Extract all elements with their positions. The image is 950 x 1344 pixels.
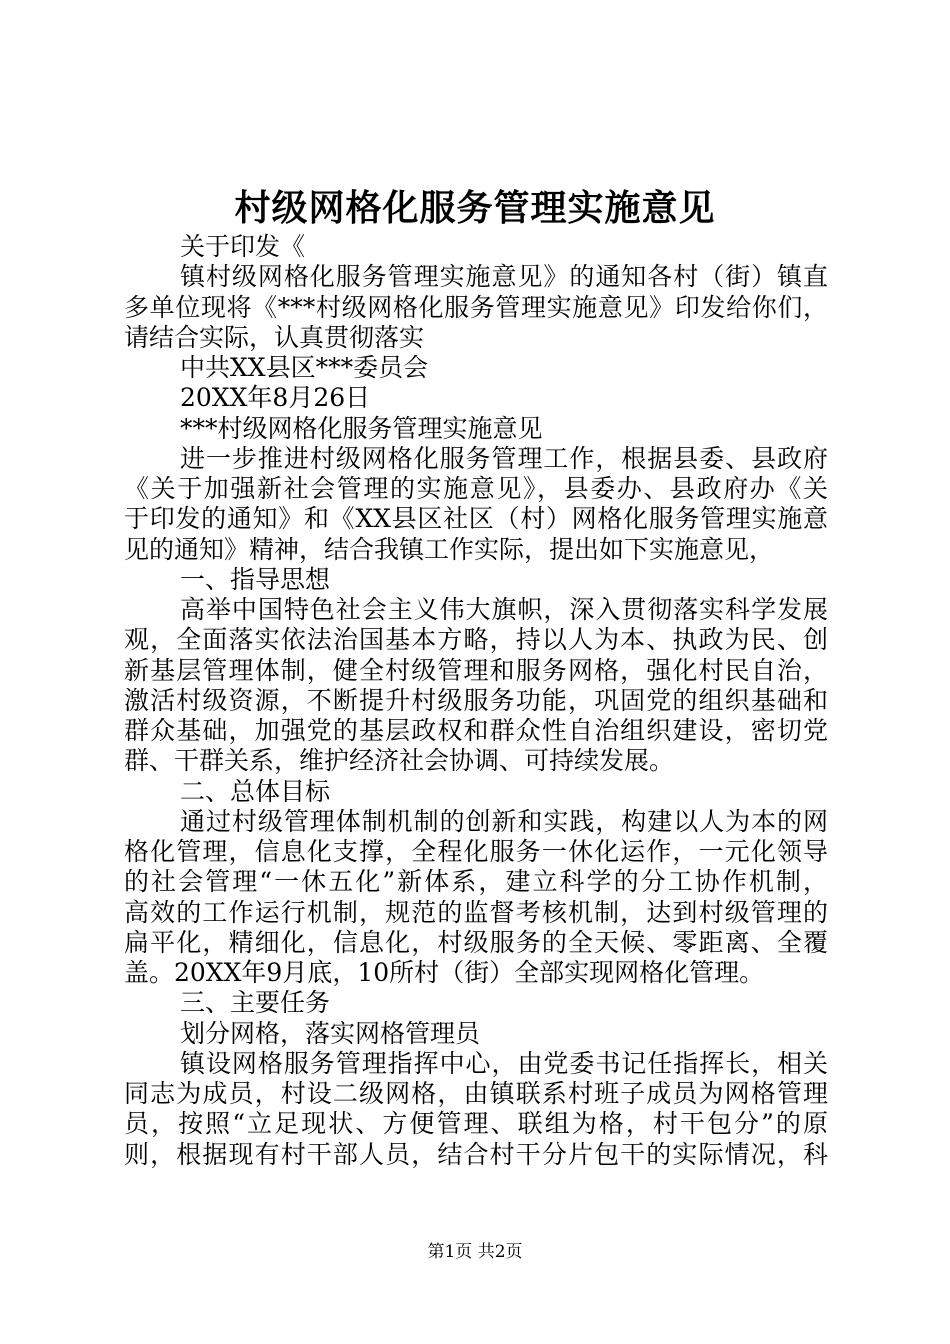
text-line: 多单位现将《***村级网格化服务管理实施意见》印发给你们， <box>124 292 828 322</box>
text-line: 的社会管理“一休五化”新体系，建立科学的分工协作机制， <box>124 867 828 897</box>
text-line: 关于印发《 <box>180 232 306 261</box>
text-line: 群、干群关系，维护经济社会协调、可持续发展。 <box>124 746 675 776</box>
text-line: 高举中国特色社会主义伟大旗帜，深入贯彻落实科学发展 <box>180 595 828 624</box>
text-line: 员，按照“立足现状、方便管理、联组为格，村干包分”的原 <box>124 1109 828 1139</box>
text-line: 进一步推进村级网格化服务管理工作，根据县委、县政府 <box>180 443 828 473</box>
text-line: 镇村级网格化服务管理实施意见》的通知各村（街）镇直 <box>180 262 828 292</box>
text-line: 见的通知》精神，结合我镇工作实际，提出如下实施意见， <box>124 534 775 564</box>
document-body <box>124 232 828 1170</box>
text-line: 请结合实际，认真贯彻落实 <box>124 322 425 352</box>
text-line: 激活村级资源，不断提升村级服务功能，巩固党的组织基础和 <box>124 685 828 715</box>
text-line: 盖。20XX年9月底，10所村（街）全部实现网格化管理。 <box>124 958 765 987</box>
text-line: 新基层管理体制，健全村级管理和服务网格，强化村民自治， <box>124 655 828 685</box>
text-line: 扁平化，精细化，信息化，村级服务的全天候、零距离、全覆 <box>124 927 828 957</box>
subsection-heading: 划分网格，落实网格管理员 <box>180 1018 481 1048</box>
text-line: 通过村级管理体制机制的创新和实践，构建以人为本的网 <box>180 806 828 836</box>
section-heading: 二、总体目标 <box>180 776 331 806</box>
section-heading: 一、指导思想 <box>180 564 331 594</box>
page-number-footer: 第1页 共2页 <box>427 1242 523 1262</box>
text-line: 镇设网格服务管理指挥中心，由党委书记任指挥长，相关 <box>180 1048 828 1078</box>
text-line: 于印发的通知》和《XX县区社区（村）网格化服务管理实施意 <box>124 504 828 534</box>
text-line: 格化管理，信息化支撑，全程化服务一休化运作，一元化领导 <box>124 837 828 866</box>
text-line: 则，根据现有村干部人员，结合村干分片包干的实际情况，科 <box>124 1139 828 1169</box>
section-heading: 三、主要任务 <box>180 988 331 1018</box>
text-line: 中共XX县区***委员会 <box>180 353 429 382</box>
text-line: 高效的工作运行机制，规范的监督考核机制，达到村级管理的 <box>124 897 828 927</box>
text-line: 《关于加强新社会管理的实施意见》，县委办、县政府办《关 <box>124 474 828 503</box>
text-line: ***村级网格化服务管理实施意见 <box>180 413 543 443</box>
text-line: 同志为成员，村设二级网格，由镇联系村班子成员为网格管理 <box>124 1079 828 1108</box>
text-line: 20XX年8月26日 <box>180 383 371 413</box>
text-line: 观，全面落实依法治国基本方略，持以人为本、执政为民、创 <box>124 625 828 655</box>
text-line: 群众基础，加强党的基层政权和群众性自治组织建设，密切党 <box>124 716 828 745</box>
document-title: 村级网格化服务管理实施意见 <box>234 187 716 229</box>
